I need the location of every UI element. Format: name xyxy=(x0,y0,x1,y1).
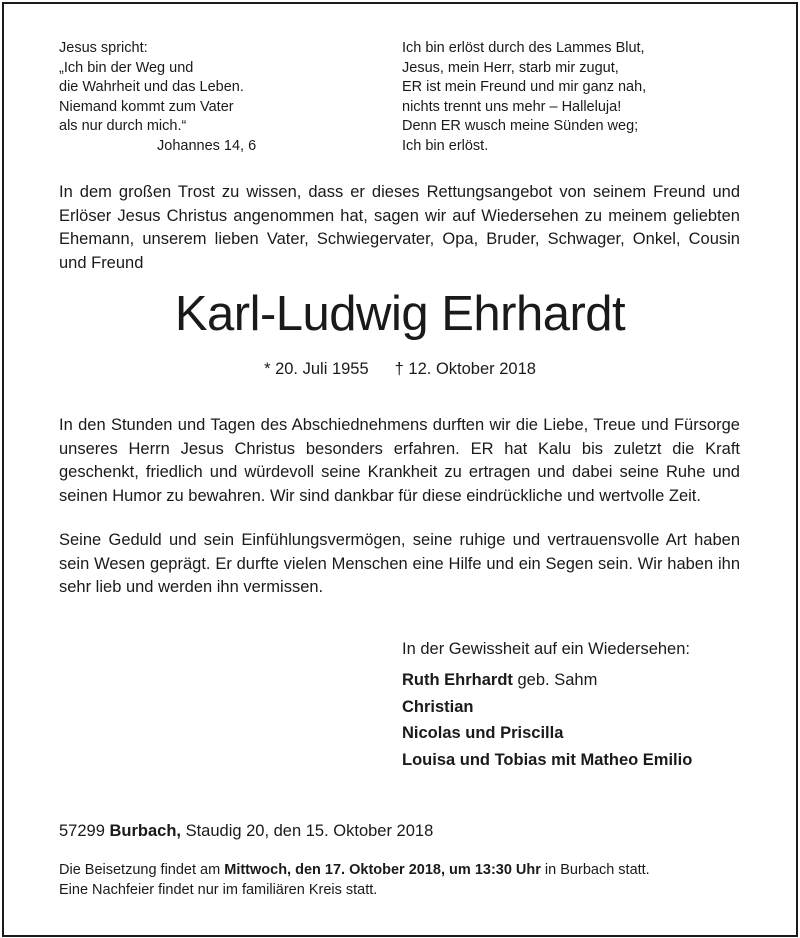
life-dates xyxy=(0,358,800,380)
signoff-line: In der Gewissheit auf ein Wiedersehen: xyxy=(402,640,690,658)
verse-line: als nur durch mich.“ xyxy=(59,118,187,134)
family-member-spouse xyxy=(402,667,762,694)
family-list xyxy=(402,667,762,773)
verse-line: Jesus spricht: xyxy=(59,40,148,56)
hymn-line: Ich bin erlöst durch des Lammes Blut, xyxy=(402,40,645,56)
family-member-name: Louisa und Tobias mit Matheo Emilio xyxy=(402,750,693,769)
hymn-line: Denn ER wusch meine Sünden weg; xyxy=(402,118,639,134)
death-date: † 12. Oktober 2018 xyxy=(394,360,536,378)
hymn-verse xyxy=(402,39,742,156)
street-and-date: Staudig 20, den 15. Oktober 2018 xyxy=(180,822,434,840)
burial-text: Die Beisetzung findet am xyxy=(59,862,225,878)
deceased-name: Karl-Ludwig Ehrhardt xyxy=(174,287,626,341)
place-and-date xyxy=(59,820,659,842)
city: Burbach, xyxy=(109,822,181,840)
postcode: 57299 xyxy=(59,822,110,840)
verse-line: Niemand kommt zum Vater xyxy=(59,98,234,115)
family-member xyxy=(402,694,762,721)
hymn-line: Ich bin erlöst. xyxy=(402,137,489,154)
verse-line: die Wahrheit und das Leben. xyxy=(59,79,244,95)
birth-date: * 20. Juli 1955 xyxy=(264,360,369,378)
spouse-maiden-name: geb. Sahm xyxy=(512,671,598,689)
spouse-name: Ruth Ehrhardt xyxy=(402,671,513,689)
verse-reference: Johannes 14, 6 xyxy=(157,137,257,154)
hymn-line: nichts trennt uns mehr – Halleluja! xyxy=(402,98,622,115)
body-paragraph: In den Stunden und Tagen des Abschiednehmens durften wir die Liebe, Treue und Fürsorge unseres Herrn Jesus Christus besonders erfahren. ER hat Kalu bis zuletzt die Kraft geschenkt, friedlich und würdevoll seine Krankheit zu ertragen und dabei seine Ruhe und seinen Humor zu bewahren. Wir sind dankbar für diese eindrückliche und wertvolle Zeit. xyxy=(59,416,740,505)
family-member-name: Christian xyxy=(402,697,474,716)
family-member xyxy=(402,747,762,774)
body-paragraph: Seine Geduld und sein Einfühlungsvermögen, seine ruhige und vertrauensvolle Art haben sein Wesen geprägt. Er durfte vielen Menschen eine Hilfe und ein Segen sein. Wir haben ihn sehr lieb und werden ihn vermissen. xyxy=(59,531,740,596)
burial-notice xyxy=(59,861,740,900)
bible-verse xyxy=(59,39,359,156)
verse-line: „Ich bin der Weg und xyxy=(59,59,194,76)
burial-date-time: Mittwoch, den 17. Oktober 2018, um 13:30 Uhr xyxy=(224,862,541,878)
family-member xyxy=(402,720,762,747)
burial-line xyxy=(59,861,740,881)
burial-place: in Burbach statt. xyxy=(540,862,650,878)
family-member-name: Nicolas und Priscilla xyxy=(402,724,564,742)
hymn-line: Jesus, mein Herr, starb mir zugut, xyxy=(402,59,619,76)
reception-line: Eine Nachfeier findet nur im familiären Kreis statt. xyxy=(59,881,378,898)
hymn-line: ER ist mein Freund und mir ganz nah, xyxy=(402,79,647,95)
intro-paragraph: In dem großen Trost zu wissen, dass er dieses Rettungsangebot von seinem Freund und Erlöser Jesus Christus angenommen hat, sagen wir auf Wiedersehen zu meinem geliebten Ehemann, unserem lieben Vater, Schwiegervater, Opa, Bruder, Schwager, Onkel, Cousin und Freund xyxy=(59,183,740,272)
